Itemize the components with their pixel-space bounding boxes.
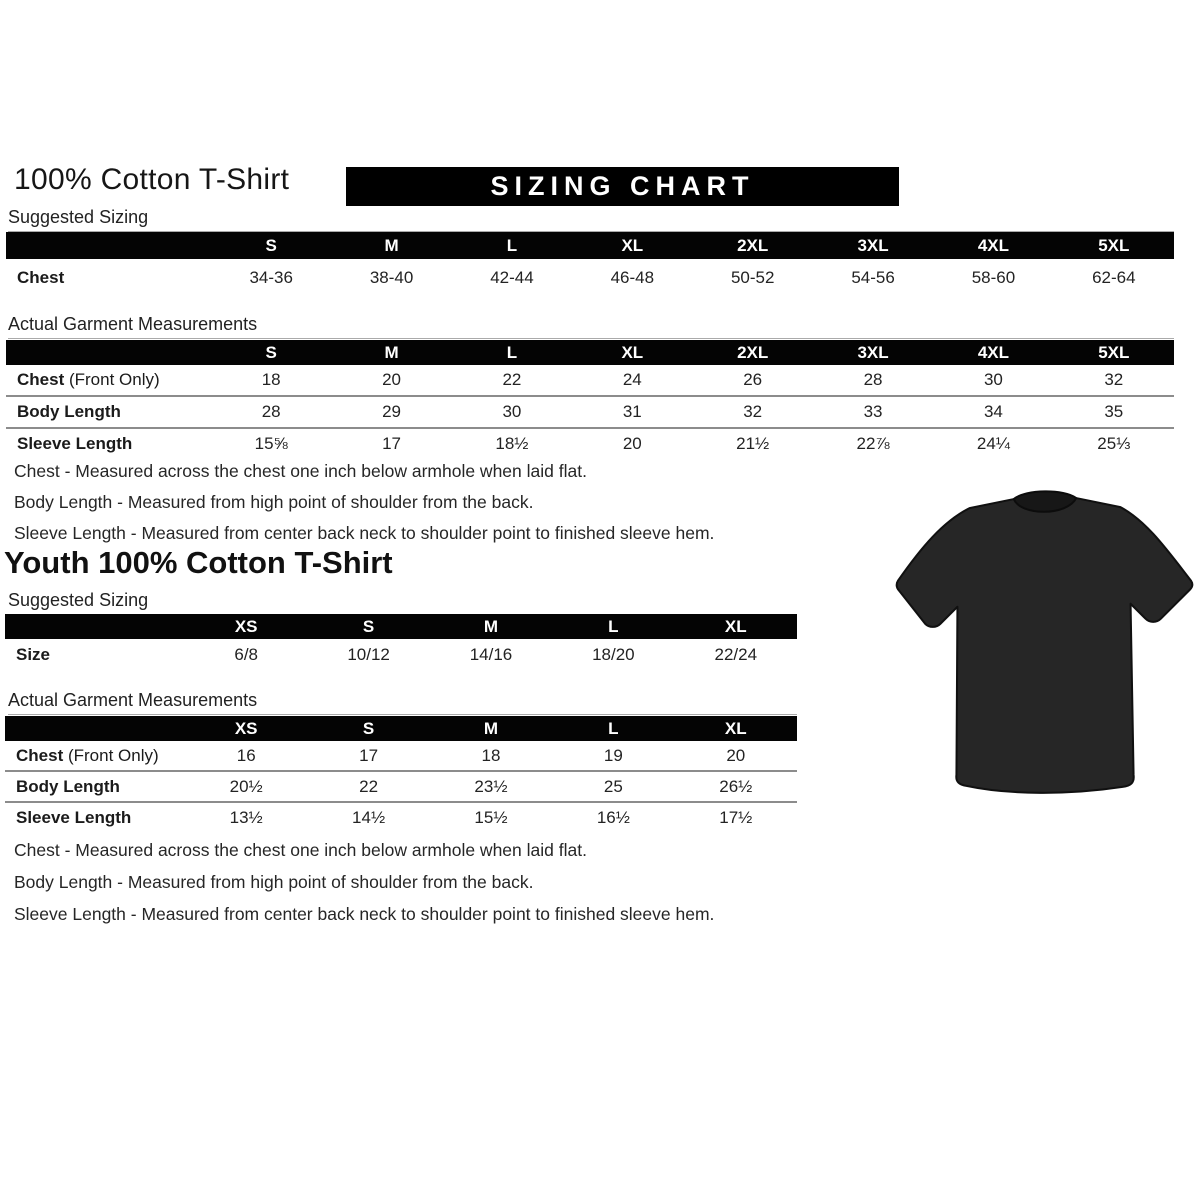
value-cell: 28 [863,370,883,389]
value-cell: 16½ [552,802,674,832]
row-label: Sleeve Length [5,802,185,832]
value-cell: 54-56 [851,267,895,287]
table-row [6,365,1174,396]
row-label: Chest (Front Only) [16,745,159,765]
value-cell: 32 [693,396,813,428]
value-cell: 30 [452,396,572,428]
row-label: Sleeve Length [6,428,211,459]
value-cell: 33 [813,396,933,428]
adult-actual-measurements-table [6,340,1174,459]
column-header-4xl: 4XL [933,232,1053,259]
value-cell: 25⅓ [1054,428,1174,459]
value-cell: 20½ [185,771,307,802]
value-cell: 22 [307,771,429,802]
table-row [5,771,797,802]
value-cell: 29 [331,396,451,428]
value-cell: 32 [1104,370,1124,389]
adult-suggested-sizing-label: Suggested Sizing [8,207,1174,232]
column-header-5xl: 5XL [1054,340,1174,365]
value-cell: 50-52 [730,267,775,287]
value-cell: 34-36 [249,267,293,287]
value-cell: 22/24 [714,645,758,664]
note-line: Sleeve Length - Measured from center back neck to shoulder point to finished sleeve hem. [14,904,715,924]
table-row [6,428,1174,459]
row-label: Body Length [6,396,211,428]
column-header-2xl: 2XL [693,232,813,259]
value-cell: 58-60 [971,267,1016,287]
column-header-m: M [331,340,451,365]
value-cell: 30 [983,370,1003,389]
table-row [6,259,1174,296]
table-row [5,741,797,771]
header-row [5,614,797,639]
value-cell: 13½ [185,802,307,832]
column-header-xl: XL [572,232,692,259]
value-cell: 46-48 [610,267,655,287]
table-row [5,639,797,671]
value-cell: 10/12 [347,645,390,664]
value-cell: 26 [743,370,763,389]
column-header-l: L [452,232,572,259]
adult-actual-measurements-label: Actual Garment Measurements [8,314,1174,339]
value-cell: 18/20 [592,645,635,664]
column-header-s: S [307,614,429,639]
row-label: Chest (Front Only) [17,370,160,389]
value-cell: 20 [572,428,692,459]
value-cell: 18 [261,370,281,389]
value-cell: 20 [382,370,402,389]
youth-suggested-sizing-label: Suggested Sizing [8,590,797,615]
adult-suggested-sizing-table [6,232,1174,296]
column-header-xl: XL [675,614,797,639]
value-cell: 28 [211,396,331,428]
tshirt-photo [893,490,1195,802]
row-label: Body Length [5,771,185,802]
corner-cell [6,340,211,365]
row-label: Size [16,645,51,664]
youth-page-title: Youth 100% Cotton T-Shirt [4,545,393,580]
column-header-3xl: 3XL [813,340,933,365]
column-header-s: S [307,716,429,741]
column-header-m: M [430,716,552,741]
value-cell: 31 [572,396,692,428]
value-cell: 26½ [675,771,797,802]
value-cell: 25 [552,771,674,802]
column-header-s: S [211,340,331,365]
column-header-xl: XL [675,716,797,741]
header-row [6,232,1174,259]
column-header-xl: XL [572,340,692,365]
value-cell: 22 [502,370,522,389]
note-line: Chest - Measured across the chest one inch below armhole when laid flat. [14,461,587,481]
value-cell: 19 [603,745,623,765]
value-cell: 14½ [307,802,429,832]
value-cell: 20 [726,745,746,765]
column-header-4xl: 4XL [933,340,1053,365]
value-cell: 17 [331,428,451,459]
youth-measurement-notes [14,840,714,936]
column-header-5xl: 5XL [1054,232,1174,259]
column-header-m: M [331,232,451,259]
value-cell: 15⅝ [211,428,331,459]
value-cell: 34 [933,396,1053,428]
value-cell: 16 [236,745,256,765]
sizing-chart-banner-label: SIZING CHART [490,171,755,201]
table-row [5,802,797,832]
header-row [6,340,1174,365]
youth-actual-measurements-label: Actual Garment Measurements [8,690,797,715]
corner-cell [5,716,185,741]
value-cell: 42-44 [490,267,534,287]
sizing-chart-banner [346,167,899,206]
tshirt-body-shape [897,494,1193,792]
column-header-m: M [430,614,552,639]
youth-actual-measurements-table [5,716,797,832]
value-cell: 14/16 [469,645,513,664]
value-cell: 6/8 [234,645,259,664]
note-line: Sleeve Length - Measured from center back neck to shoulder point to finished sleeve hem. [14,523,715,543]
value-cell: 35 [1054,396,1174,428]
column-header-2xl: 2XL [693,340,813,365]
column-header-l: L [452,340,572,365]
column-header-l: L [552,614,674,639]
value-cell: 21½ [693,428,813,459]
column-header-l: L [552,716,674,741]
value-cell: 24¼ [933,428,1053,459]
column-header-s: S [211,232,331,259]
row-label: Chest [17,267,65,287]
table-row [6,396,1174,428]
value-cell: 15½ [430,802,552,832]
page-title: 100% Cotton T-Shirt [14,163,290,196]
value-cell: 24 [622,370,642,389]
note-line: Body Length - Measured from high point of shoulder from the back. [14,872,534,892]
column-header-3xl: 3XL [813,232,933,259]
value-cell: 18 [481,745,501,765]
value-cell: 17½ [675,802,797,832]
value-cell: 17 [359,745,379,765]
value-cell: 23½ [430,771,552,802]
corner-cell [5,614,185,639]
value-cell: 38-40 [369,267,414,287]
column-header-xs: XS [185,716,307,741]
black-tshirt-icon [893,490,1195,802]
note-line: Body Length - Measured from high point of shoulder from the back. [14,492,534,512]
value-cell: 62-64 [1092,267,1136,287]
header-row [5,716,797,741]
youth-suggested-sizing-table [5,614,797,671]
note-line: Chest - Measured across the chest one inch below armhole when laid flat. [14,840,587,860]
column-header-xs: XS [185,614,307,639]
adult-measurement-notes [14,461,714,554]
corner-cell [6,232,211,259]
value-cell: 18½ [452,428,572,459]
value-cell: 22⅞ [813,428,933,459]
